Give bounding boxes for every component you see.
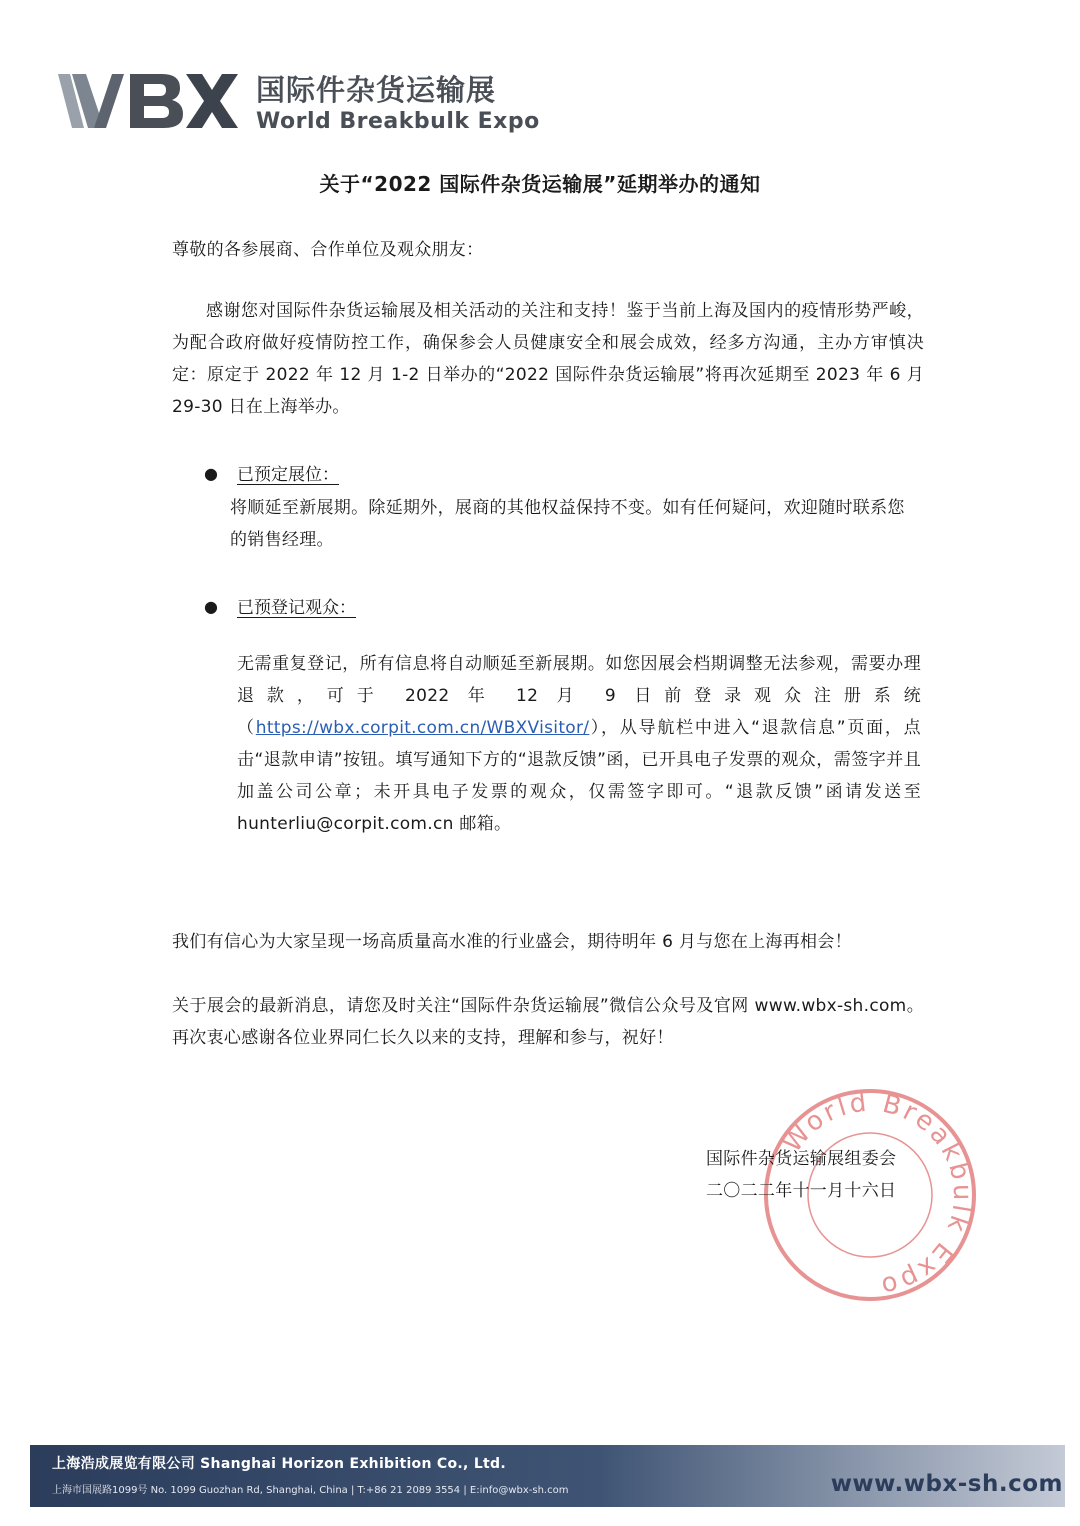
signature-organization: 国际件杂货运输展组委会 xyxy=(706,1149,897,1169)
footer-company: 上海浩成展览有限公司 Shanghai Horizon Exhibition Co., Ltd. xyxy=(52,1456,506,1472)
bullet-icon: ● xyxy=(204,597,218,616)
visitor-registration-link[interactable]: https://wbx.corpit.com.cn/WBXVisitor/ xyxy=(255,718,590,738)
wbx-logo-mark xyxy=(58,70,240,132)
footer-website[interactable]: www.wbx-sh.com xyxy=(830,1471,1063,1497)
bullet-icon: ● xyxy=(204,464,218,483)
logo-english-name: World Breakbulk Expo xyxy=(256,109,540,134)
footer-bar xyxy=(30,1445,1065,1507)
exhibitor-heading: 已预定展位： xyxy=(237,465,339,485)
visitor-text-a: 无需重复登记，所有信息将自动顺延至新展期。如您因展会档期调整无法参观，需要办理退款，可于 2022 年 12 月 9 日前登录观众注册系统（ xyxy=(237,654,921,738)
visitor-text-b: ），从导航栏中进入“退款信息”页面，点击“退款申请”按钮。填写通知下方的“退款反馈”函，已开具电子发票的观众，需签字并且加盖公司公章；未开具电子发票的观众，仅需签字即可。“退款反馈”函请发送至 hunterliu@corpit.com.cn 邮箱。 xyxy=(237,718,921,834)
visitor-paragraph xyxy=(237,648,921,840)
seal-ring-text: World Breakbulk Expo xyxy=(777,1087,978,1302)
signature-block xyxy=(706,1143,896,1207)
salutation: 尊敬的各参展商、合作单位及观众朋友： xyxy=(172,240,484,260)
visitor-heading: 已预登记观众： xyxy=(237,598,356,618)
announcement-paragraph: 感谢您对国际件杂货运输展及相关活动的关注和支持！鉴于当前上海及国内的疫情形势严峻，为配合政府做好疫情防控工作，确保参会人员健康安全和展会成效，经多方沟通，主办方审慎决定：原定于 2022 年 12 月 1-2 日举办的“2022 国际件杂货运输展”将再次延期至 2023 年 6 月 29-30 日在上海举办。 xyxy=(172,301,924,417)
logo-chinese-name: 国际件杂货运输展 xyxy=(256,73,497,107)
wbx-logo xyxy=(58,70,240,132)
notice-title: 关于“2022 国际件杂货运输展”延期举办的通知 xyxy=(319,172,761,196)
footer-address: 上海市国展路1099号 No. 1099 Guozhan Rd, Shanghai, China | T:+86 21 2089 3554 | E:info@wbx-sh.com xyxy=(52,1485,569,1496)
exhibitor-paragraph: 将顺延至新展期。除延期外，展商的其他权益保持不变。如有任何疑问，欢迎随时联系您的销售经理。 xyxy=(230,498,905,550)
logo-text xyxy=(256,72,540,136)
closing-paragraph: 我们有信心为大家呈现一场高质量高水准的行业盛会，期待明年 6 月与您在上海再相会！ xyxy=(172,932,852,952)
follow-paragraph: 关于展会的最新消息，请您及时关注“国际件杂货运输展”微信公众号及官网 www.wbx-sh.com。再次衷心感谢各位业界同仁长久以来的支持，理解和参与，祝好！ xyxy=(172,996,924,1048)
signature-date: 二〇二二年十一月十六日 xyxy=(706,1181,897,1201)
